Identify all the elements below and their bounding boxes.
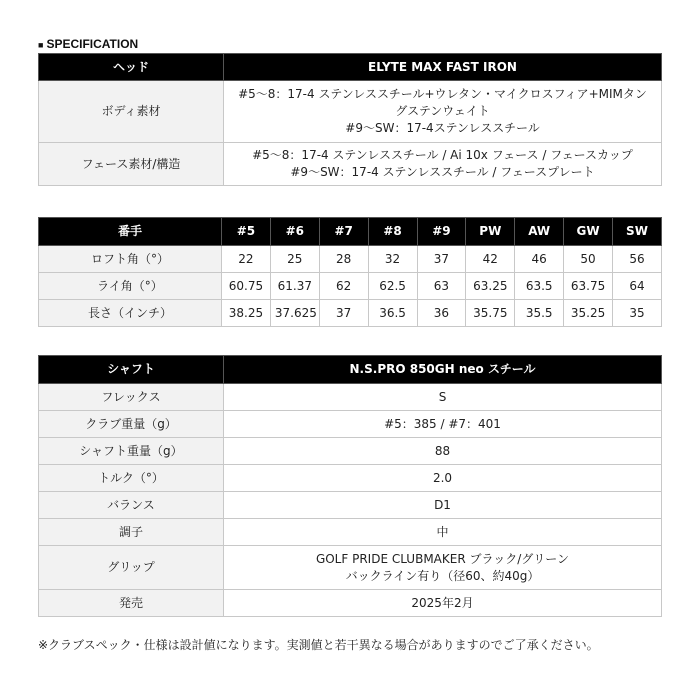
table-cell: 25 — [270, 246, 319, 273]
table-cell: 36 — [417, 300, 466, 327]
table-cell: 35 — [613, 300, 662, 327]
header-cell: #7 — [319, 218, 368, 246]
table-row — [39, 590, 662, 617]
header-cell: 番手 — [39, 218, 222, 246]
value-line: GOLF PRIDE CLUBMAKER ブラック/グリーン — [315, 551, 570, 566]
section-title-text: SPECIFICATION — [46, 37, 139, 51]
value-line: #5〜8：17-4 ステンレススチール / Ai 10x フェース / フェースカップ — [252, 148, 633, 162]
header-cell: PW — [466, 218, 515, 246]
row-label: フェース素材/構造 — [39, 143, 224, 186]
row-label: ボディ素材 — [39, 81, 224, 143]
header-cell: ELYTE MAX FAST IRON — [224, 54, 662, 81]
header-cell: AW — [515, 218, 564, 246]
table-row — [39, 384, 662, 411]
row-label: 長さ（インチ） — [39, 300, 222, 327]
table-cell: 46 — [515, 246, 564, 273]
head-spec-table — [38, 53, 662, 186]
table-cell: 35.25 — [564, 300, 613, 327]
table-cell: 63.25 — [466, 273, 515, 300]
header-cell: シャフト — [39, 356, 224, 384]
table-cell: 28 — [319, 246, 368, 273]
row-label: シャフト重量（g） — [39, 438, 224, 465]
table-cell: 60.75 — [222, 273, 271, 300]
table-row — [39, 273, 662, 300]
header-cell: N.S.PRO 850GH neo スチール — [224, 356, 662, 384]
row-value: 2025年2月 — [224, 590, 662, 617]
row-value: D1 — [224, 492, 662, 519]
table-cell: 62.5 — [368, 273, 417, 300]
table-row — [39, 246, 662, 273]
row-label: ロフト角（°） — [39, 246, 222, 273]
header-cell: #5 — [222, 218, 271, 246]
table-row — [39, 300, 662, 327]
table-cell: 56 — [613, 246, 662, 273]
table-cell: 36.5 — [368, 300, 417, 327]
table-cell: 37.625 — [270, 300, 319, 327]
table-row — [39, 143, 662, 186]
row-value: S — [224, 384, 662, 411]
row-value: 中 — [224, 519, 662, 546]
row-label: トルク（°） — [39, 465, 224, 492]
row-label: ライ角（°） — [39, 273, 222, 300]
value-line: #5〜8：17-4 ステンレススチール+ウレタン・マイクロスフィア+MIMタン — [238, 87, 647, 101]
header-cell: GW — [564, 218, 613, 246]
table-cell: 61.37 — [270, 273, 319, 300]
shaft-spec-table — [38, 355, 662, 617]
row-value — [224, 546, 662, 590]
table-cell: 32 — [368, 246, 417, 273]
table-row — [39, 438, 662, 465]
value-line: #9〜SW：17-4ステンレススチール — [345, 121, 540, 135]
table-cell: 62 — [319, 273, 368, 300]
row-label: 発売 — [39, 590, 224, 617]
table-cell: 35.75 — [466, 300, 515, 327]
row-label: クラブ重量（g） — [39, 411, 224, 438]
section-title — [38, 37, 138, 51]
header-cell: #9 — [417, 218, 466, 246]
row-value — [224, 143, 662, 186]
value-line: グステンウェイト — [395, 104, 490, 118]
table-row — [39, 81, 662, 143]
table-cell: 50 — [564, 246, 613, 273]
table-cell: 64 — [613, 273, 662, 300]
table-row — [39, 546, 662, 590]
table-header-row — [39, 356, 662, 384]
row-label: バランス — [39, 492, 224, 519]
table-cell: 38.25 — [222, 300, 271, 327]
row-label: フレックス — [39, 384, 224, 411]
table-cell: 42 — [466, 246, 515, 273]
value-line: バックライン有り（径60、約40g） — [345, 568, 540, 583]
value-line: #9〜SW：17-4 ステンレススチール / フェースプレート — [290, 165, 595, 179]
row-value: #5：385 / #7：401 — [224, 411, 662, 438]
row-value — [224, 81, 662, 143]
table-row — [39, 465, 662, 492]
header-cell: ヘッド — [39, 54, 224, 81]
table-cell: 37 — [319, 300, 368, 327]
footnote: ※クラブスペック・仕様は設計値になります。実測値と若干異なる場合がありますのでご了承ください。 — [38, 638, 599, 652]
loft-lie-length-table — [38, 217, 662, 327]
table-row — [39, 492, 662, 519]
table-cell: 35.5 — [515, 300, 564, 327]
table-cell: 63.75 — [564, 273, 613, 300]
table-cell: 63 — [417, 273, 466, 300]
header-cell: #8 — [368, 218, 417, 246]
row-label: 調子 — [39, 519, 224, 546]
row-value: 88 — [224, 438, 662, 465]
table-row — [39, 519, 662, 546]
table-header-row — [39, 54, 662, 81]
header-cell: SW — [613, 218, 662, 246]
table-cell: 37 — [417, 246, 466, 273]
table-cell: 22 — [222, 246, 271, 273]
table-row — [39, 411, 662, 438]
table-header-row — [39, 218, 662, 246]
row-label: グリップ — [39, 546, 224, 590]
header-cell: #6 — [270, 218, 319, 246]
row-value: 2.0 — [224, 465, 662, 492]
square-bullet-icon: ■ — [38, 40, 44, 50]
table-cell: 63.5 — [515, 273, 564, 300]
